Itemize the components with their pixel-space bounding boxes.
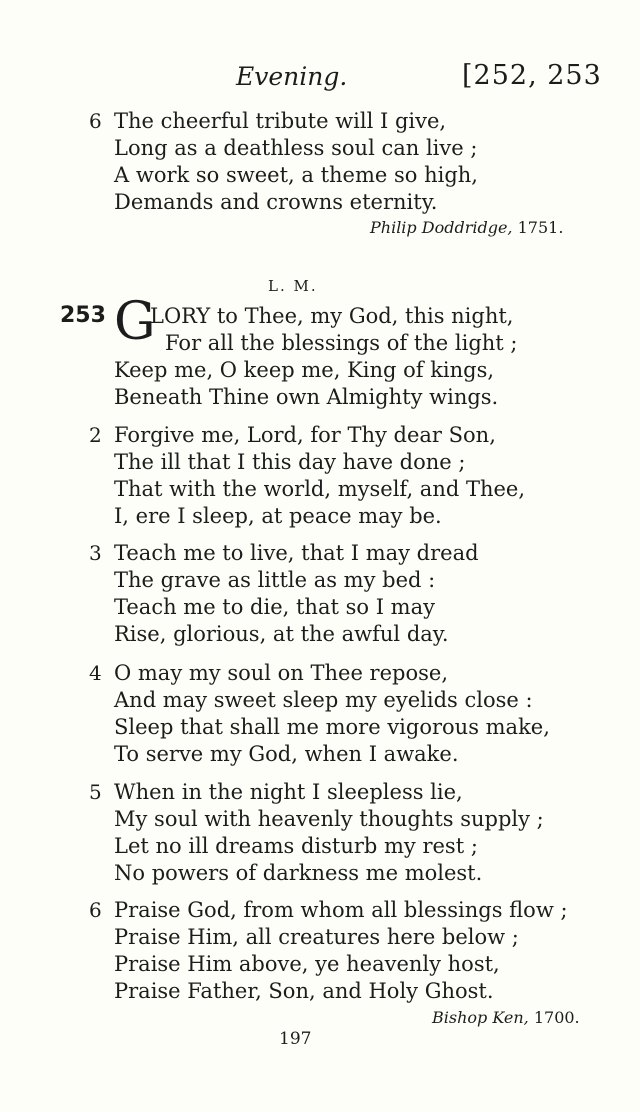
- running-head-title: Evening.: [236, 62, 348, 91]
- verse-line: Demands and crowns eternity.: [114, 190, 438, 214]
- verse-line: To serve my God, when I awake.: [114, 742, 459, 766]
- author-attribution: [432, 1008, 580, 1027]
- verse-line: Praise Him, all creatures here below ;: [114, 925, 519, 949]
- verse-line: For all the blessings of the light ;: [165, 331, 518, 355]
- verse-line: Rise, glorious, at the awful day.: [114, 622, 449, 646]
- author-year: 1700.: [533, 1008, 580, 1027]
- verse-number: 2: [89, 423, 102, 447]
- verse-line: Teach me to live, that I may dread: [114, 541, 479, 565]
- verse-line: That with the world, myself, and Thee,: [114, 477, 526, 501]
- drop-cap: G: [114, 292, 156, 352]
- verse-line: Keep me, O keep me, King of kings,: [114, 358, 495, 382]
- verse-line: The cheerful tribute will I give,: [114, 109, 447, 133]
- verse-number: 6: [89, 898, 102, 922]
- hymn-number: 253: [60, 303, 106, 328]
- verse-line: Praise God, from whom all blessings flow ;: [114, 898, 568, 922]
- verse-line: I, ere I sleep, at peace may be.: [114, 504, 442, 528]
- verse-line: The ill that I this day have done ;: [114, 450, 466, 474]
- author-name: Philip Doddridge,: [370, 218, 513, 237]
- author-year: 1751.: [517, 218, 564, 237]
- verse-line: A work so sweet, a theme so high,: [114, 163, 478, 187]
- verse-line: Praise Father, Son, and Holy Ghost.: [114, 979, 494, 1003]
- author-attribution: [370, 218, 563, 237]
- verse-line: And may sweet sleep my eyelids close :: [114, 688, 533, 712]
- verse-number: 6: [89, 109, 102, 133]
- verse-line: The grave as little as my bed :: [114, 568, 436, 592]
- verse-line: Beneath Thine own Almighty wings.: [114, 385, 499, 409]
- running-head-hymn-numbers: [252, 253: [462, 60, 602, 91]
- verse-line: Forgive me, Lord, for Thy dear Son,: [114, 423, 496, 447]
- meter-label: L. M.: [268, 277, 318, 295]
- verse-line: When in the night I sleepless lie,: [114, 780, 463, 804]
- verse-line: Teach me to die, that so I may: [114, 595, 435, 619]
- page-number: 197: [279, 1029, 312, 1049]
- verse-number: 3: [89, 541, 102, 565]
- verse-number: 4: [89, 661, 102, 685]
- verse-line: Let no ill dreams disturb my rest ;: [114, 834, 478, 858]
- verse-line: My soul with heavenly thoughts supply ;: [114, 807, 544, 831]
- verse-line: Sleep that shall me more vigorous make,: [114, 715, 550, 739]
- verse-line: LORY to Thee, my God, this night,: [150, 304, 514, 328]
- verse-line: O may my soul on Thee repose,: [114, 661, 448, 685]
- verse-line: No powers of darkness me molest.: [114, 861, 483, 885]
- verse-line: Praise Him above, ye heavenly host,: [114, 952, 500, 976]
- author-name: Bishop Ken,: [432, 1008, 529, 1027]
- verse-line: Long as a deathless soul can live ;: [114, 136, 478, 160]
- verse-number: 5: [89, 780, 102, 804]
